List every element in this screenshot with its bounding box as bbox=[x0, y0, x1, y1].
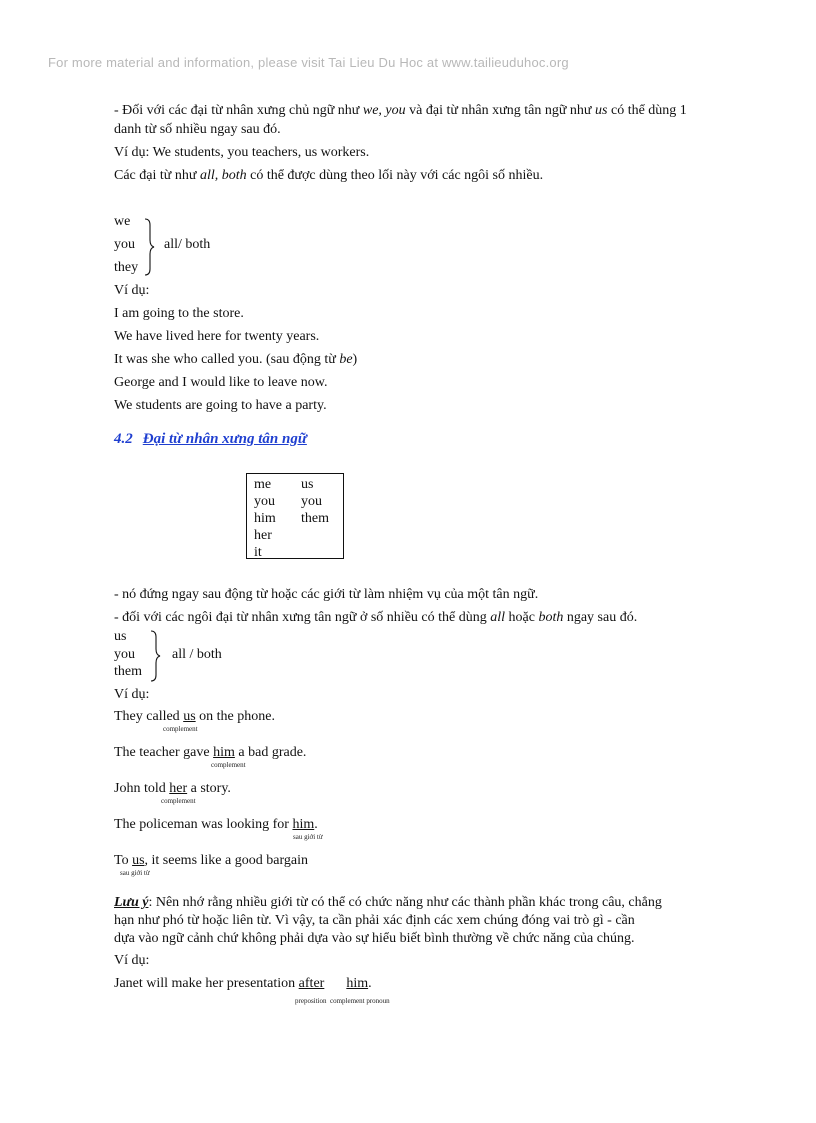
table-cell: you bbox=[301, 494, 322, 509]
note-line2: hạn như phó từ hoặc liên từ. Vì vậy, ta cần phải xác định các xem chúng đóng vai trò gì - cần bbox=[114, 913, 635, 928]
example-note: complement bbox=[163, 725, 198, 733]
rule2-italic-b: both bbox=[538, 610, 564, 625]
rule2 bbox=[114, 609, 637, 627]
object-pronoun-us: us bbox=[114, 629, 127, 644]
table-row bbox=[254, 493, 343, 510]
final-example-pre: Janet will make her presentation bbox=[114, 976, 299, 991]
table-cell: her bbox=[254, 528, 272, 543]
rule2-italic-a: all bbox=[490, 610, 506, 625]
table-row bbox=[254, 510, 343, 527]
example-underlined-word: her bbox=[169, 781, 188, 796]
para1-text-c: có thể dùng 1 bbox=[607, 103, 687, 118]
para2 bbox=[114, 167, 543, 185]
watermark: For more material and information, please visit Tai Lieu Du Hoc at www.tailieuduhoc.org bbox=[48, 55, 569, 70]
para2-text-b: có thể được dùng theo lối này với các ngôi số nhiều. bbox=[246, 168, 544, 183]
table-cell: him bbox=[254, 511, 276, 526]
object-example-4 bbox=[114, 816, 318, 834]
note-line1 bbox=[114, 894, 662, 912]
subject-pronoun-you: you bbox=[114, 237, 135, 252]
example-she-italic: be bbox=[339, 352, 353, 367]
rule2-text-c: ngay sau đó. bbox=[563, 610, 638, 625]
object-example-5 bbox=[114, 852, 308, 870]
example-label-2: Ví dụ: bbox=[114, 687, 150, 702]
object-example-2 bbox=[114, 744, 306, 762]
para1-text-a: - Đối với các đại từ nhân xưng chủ ngữ như bbox=[114, 103, 363, 118]
subject-brace-label: all/ both bbox=[164, 237, 211, 252]
subject-example-1: I am going to the store. bbox=[114, 306, 244, 321]
final-example-notes: preposition complement pronoun bbox=[295, 997, 390, 1005]
section-number: 4.2 bbox=[114, 431, 133, 447]
subject-example-3 bbox=[114, 351, 357, 369]
subject-example-4: George and I would like to leave now. bbox=[114, 375, 328, 390]
rule1: - nó đứng ngay sau động từ hoặc các giới từ làm nhiệm vụ của một tân ngữ. bbox=[114, 587, 539, 602]
example-note: complement bbox=[211, 761, 246, 769]
example-pre: John told bbox=[114, 781, 170, 796]
table-cell: me bbox=[254, 477, 272, 492]
section-title[interactable]: Đại từ nhân xưng tân ngữ bbox=[142, 431, 307, 447]
para1-line2: danh từ số nhiều ngay sau đó. bbox=[114, 122, 281, 137]
rule2-text-b: hoặc bbox=[505, 610, 539, 625]
example-underlined-word: us bbox=[183, 709, 196, 724]
table-row bbox=[254, 544, 343, 561]
object-pronoun-you: you bbox=[114, 647, 135, 662]
subject-example-2: We have lived here for twenty years. bbox=[114, 329, 320, 344]
object-example-1 bbox=[114, 708, 275, 726]
example-post: , it seems like a good bargain bbox=[144, 853, 308, 868]
subject-brace-icon bbox=[142, 218, 156, 276]
para1-text-b: và đại từ nhân xưng tân ngữ như bbox=[405, 103, 596, 118]
final-example-word1: after bbox=[298, 976, 325, 991]
subject-example-5: We students are going to have a party. bbox=[114, 398, 327, 413]
example1: Ví dụ: We students, you teachers, us workers. bbox=[114, 145, 370, 160]
example-underlined-word: him bbox=[213, 745, 235, 760]
object-pronoun-them: them bbox=[114, 664, 142, 679]
example-she-text: It was she who called you. (sau động từ bbox=[114, 352, 340, 367]
example-note: complement bbox=[161, 797, 196, 805]
example-pre: To bbox=[114, 853, 133, 868]
subject-pronoun-they: they bbox=[114, 260, 139, 275]
example-pre: The policeman was looking for bbox=[114, 817, 293, 832]
example-label-1: Ví dụ: bbox=[114, 283, 150, 298]
section-heading bbox=[114, 431, 307, 448]
final-example-word2: him bbox=[346, 976, 369, 991]
para1-italic-a: we, you bbox=[362, 103, 406, 118]
table-cell: them bbox=[301, 511, 329, 526]
example-post: . bbox=[314, 817, 318, 832]
example-pre: They called bbox=[114, 709, 184, 724]
para1-italic-b: us bbox=[595, 103, 608, 118]
object-pronoun-table bbox=[246, 473, 344, 559]
note-text-1: : Nên nhớ rằng nhiều giới từ có thể có chức năng như các thành phần khác trong câu, chẳng bbox=[148, 895, 662, 910]
rule2-text-a: - đối với các ngôi đại từ nhân xưng tân ngữ ở số nhiều có thể dùng bbox=[114, 610, 491, 625]
object-example-3 bbox=[114, 780, 231, 798]
example-note: sau giới từ bbox=[120, 869, 150, 877]
para2-text-a: Các đại từ như bbox=[114, 168, 200, 183]
para1-line1 bbox=[114, 102, 687, 120]
example-note: sau giới từ bbox=[293, 833, 323, 841]
example-pre: The teacher gave bbox=[114, 745, 214, 760]
subject-pronoun-we: we bbox=[114, 214, 131, 229]
example-underlined-word: us bbox=[132, 853, 145, 868]
table-cell: it bbox=[254, 545, 262, 560]
object-brace-icon bbox=[148, 630, 162, 682]
final-example-post: . bbox=[368, 976, 372, 991]
example-post: a bad grade. bbox=[234, 745, 307, 760]
example-post: a story. bbox=[187, 781, 231, 796]
object-brace-label: all / both bbox=[172, 647, 222, 662]
table-cell: you bbox=[254, 494, 275, 509]
example-she-end: ) bbox=[352, 352, 358, 367]
example-post: on the phone. bbox=[195, 709, 275, 724]
para2-italic: all, both bbox=[199, 168, 247, 183]
final-example bbox=[114, 975, 372, 993]
note-line3: dựa vào ngữ cảnh chứ không phải dựa vào sự hiểu biết bình thường về chức năng của chúng. bbox=[114, 931, 635, 946]
table-row bbox=[254, 476, 343, 493]
table-cell: us bbox=[301, 477, 314, 492]
note-label: Lưu ý bbox=[114, 895, 149, 910]
table-row bbox=[254, 527, 343, 544]
example-label-3: Ví dụ: bbox=[114, 953, 150, 968]
example-underlined-word: him bbox=[292, 817, 315, 832]
